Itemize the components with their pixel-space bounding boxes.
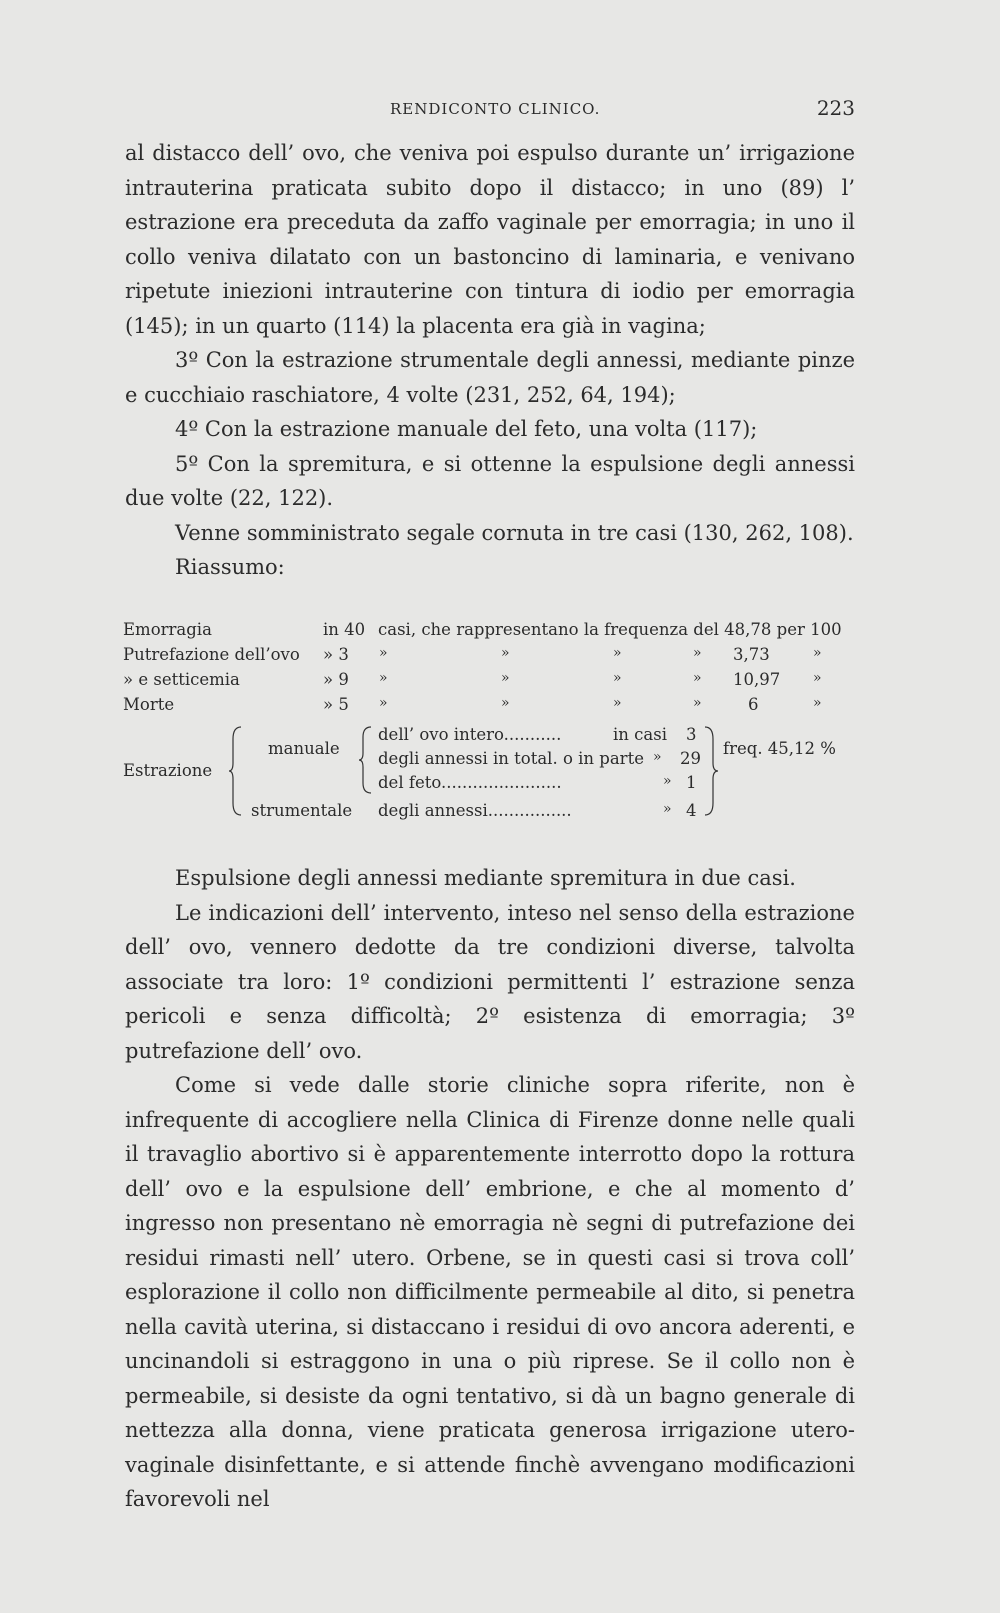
estrazione-item-qual: »: [663, 773, 672, 789]
row-unit: »: [813, 645, 822, 661]
estrazione-item-count: 4: [686, 801, 697, 820]
summary-row-putrefazione: [123, 645, 863, 669]
paragraph: 4º Con la estrazione manuale del feto, una volta (117);: [175, 417, 758, 441]
page-number: 223: [816, 96, 855, 120]
paragraph: Le indicazioni dell’ intervento, inteso nel senso della estrazione dell’ ovo, vennero dedotte da tre condizioni diverse, talvolta associate tra loro: 1º condizioni permittenti l’ estrazione senza pericoli e senza difficoltà; 2º esistenza di emorragia; 3º putrefazione dell’ ovo.: [125, 900, 855, 1063]
paragraph: 5º Con la spremitura, e si ottenne la espulsione degli annessi due volte (22, 122).: [125, 451, 855, 510]
row-description: casi, che rappresentano la frequenza del 48,78 per 100: [378, 620, 842, 639]
ditto-mark: »: [613, 670, 622, 686]
estrazione-label: Estrazione: [123, 761, 213, 780]
page-header: [125, 96, 855, 126]
estrazione-item: degli annessi in total. o in parte: [378, 749, 644, 768]
summary-row-setticemia: [123, 670, 863, 694]
ditto-mark: »: [613, 645, 622, 661]
row-count: » 9: [323, 670, 349, 689]
row-label: Putrefazione dell’ovo: [123, 645, 300, 664]
estrazione-item-count: 1: [686, 773, 697, 792]
ditto-mark: »: [501, 670, 510, 686]
paragraph: Espulsione degli annessi mediante spremitura in due casi.: [175, 866, 796, 890]
ditto-mark: »: [501, 695, 510, 711]
paragraph: Come si vede dalle storie cliniche sopra riferite, non è infrequente di accogliere nella Clinica di Firenze donne nelle quali il travaglio abortivo si è apparentemente interrotto dopo la rottura dell’ ovo e la espulsione dell’ embrione, e che al momento d’ ingresso non presentano nè emorragia nè segni di putrefazione dei residui rimasti nell’ utero. Orbene, se in questi casi si trova coll’ esplorazione il collo non difficilmente permeabile al dito, si penetra nella cavità uterina, si distaccano i residui di ovo ancora aderenti, e uncinandoli si estraggono in una o più riprese. Se il collo non è permeabile, si desiste da ogni tentativo, si dà un bagno generale di nettezza alla donna, viene praticata generosa irrigazione utero-vaginale disinfettante, e si attende finchè avvengano modificazioni favorevoli nel: [125, 1073, 855, 1511]
estrazione-item-qual: in casi: [613, 725, 667, 744]
estrazione-item: del feto.......................: [378, 773, 562, 792]
row-count: » 3: [323, 645, 349, 664]
row-value: 10,97: [733, 670, 781, 689]
paragraph: 3º Con la estrazione strumentale degli annessi, mediante pinze e cucchiaio raschiatore, 4 volte (231, 252, 64, 194);: [125, 348, 855, 407]
row-count: » 5: [323, 695, 349, 714]
row-unit: »: [813, 670, 822, 686]
left-brace-icon: [229, 725, 245, 817]
paragraph: Venne somministrato segale cornuta in tre casi (130, 262, 108).: [175, 520, 854, 545]
manuale-label: manuale: [268, 739, 340, 758]
ditto-mark: »: [693, 645, 702, 661]
estrazione-item-count: 3: [686, 725, 697, 744]
paragraph: al distacco dell’ ovo, che veniva poi espulso durante un’ irrigazione intrauterina praticata subito dopo il distacco; in uno (89) l’ estrazione era preceduta da zaffo vaginale per emorragia; in uno il collo veniva dilatato con un bastoncino di laminaria, e venivano ripetute iniezioni intrauterine con tintura di iodio per emorragia (145); in un quarto (114) la placenta era già in vagina;: [125, 141, 855, 338]
paragraph: Riassumo:: [175, 555, 285, 579]
ditto-mark: »: [613, 695, 622, 711]
strumentale-label: strumentale: [251, 801, 353, 820]
running-title: RENDICONTO CLINICO.: [390, 100, 601, 118]
row-label: Emorragia: [123, 620, 212, 639]
estrazione-group: [123, 725, 863, 825]
row-value: 6: [748, 695, 759, 714]
ditto-mark: »: [379, 670, 388, 686]
summary-row-morte: [123, 695, 863, 719]
right-brace-icon: [703, 725, 719, 817]
ditto-mark: »: [693, 670, 702, 686]
estrazione-item-qual: »: [653, 749, 662, 765]
row-count: in 40: [323, 620, 366, 639]
ditto-mark: »: [501, 645, 510, 661]
manuale-brace-icon: [359, 725, 373, 795]
row-label: Morte: [123, 695, 175, 714]
row-label: » e setticemia: [123, 670, 240, 689]
estrazione-item-qual: »: [663, 801, 672, 817]
estrazione-item-count: 29: [680, 749, 701, 768]
summary-row-emorragia: [123, 620, 863, 644]
estrazione-item: degli annessi................: [378, 801, 572, 820]
estrazione-item: dell’ ovo intero...........: [378, 725, 562, 744]
row-value: 3,73: [733, 645, 770, 664]
ditto-mark: »: [379, 645, 388, 661]
body-text-bottom: [125, 861, 855, 1517]
ditto-mark: »: [693, 695, 702, 711]
frequency-label: freq. 45,12 %: [723, 739, 836, 758]
row-unit: »: [813, 695, 822, 711]
body-text-top: [125, 136, 855, 585]
ditto-mark: »: [379, 695, 388, 711]
